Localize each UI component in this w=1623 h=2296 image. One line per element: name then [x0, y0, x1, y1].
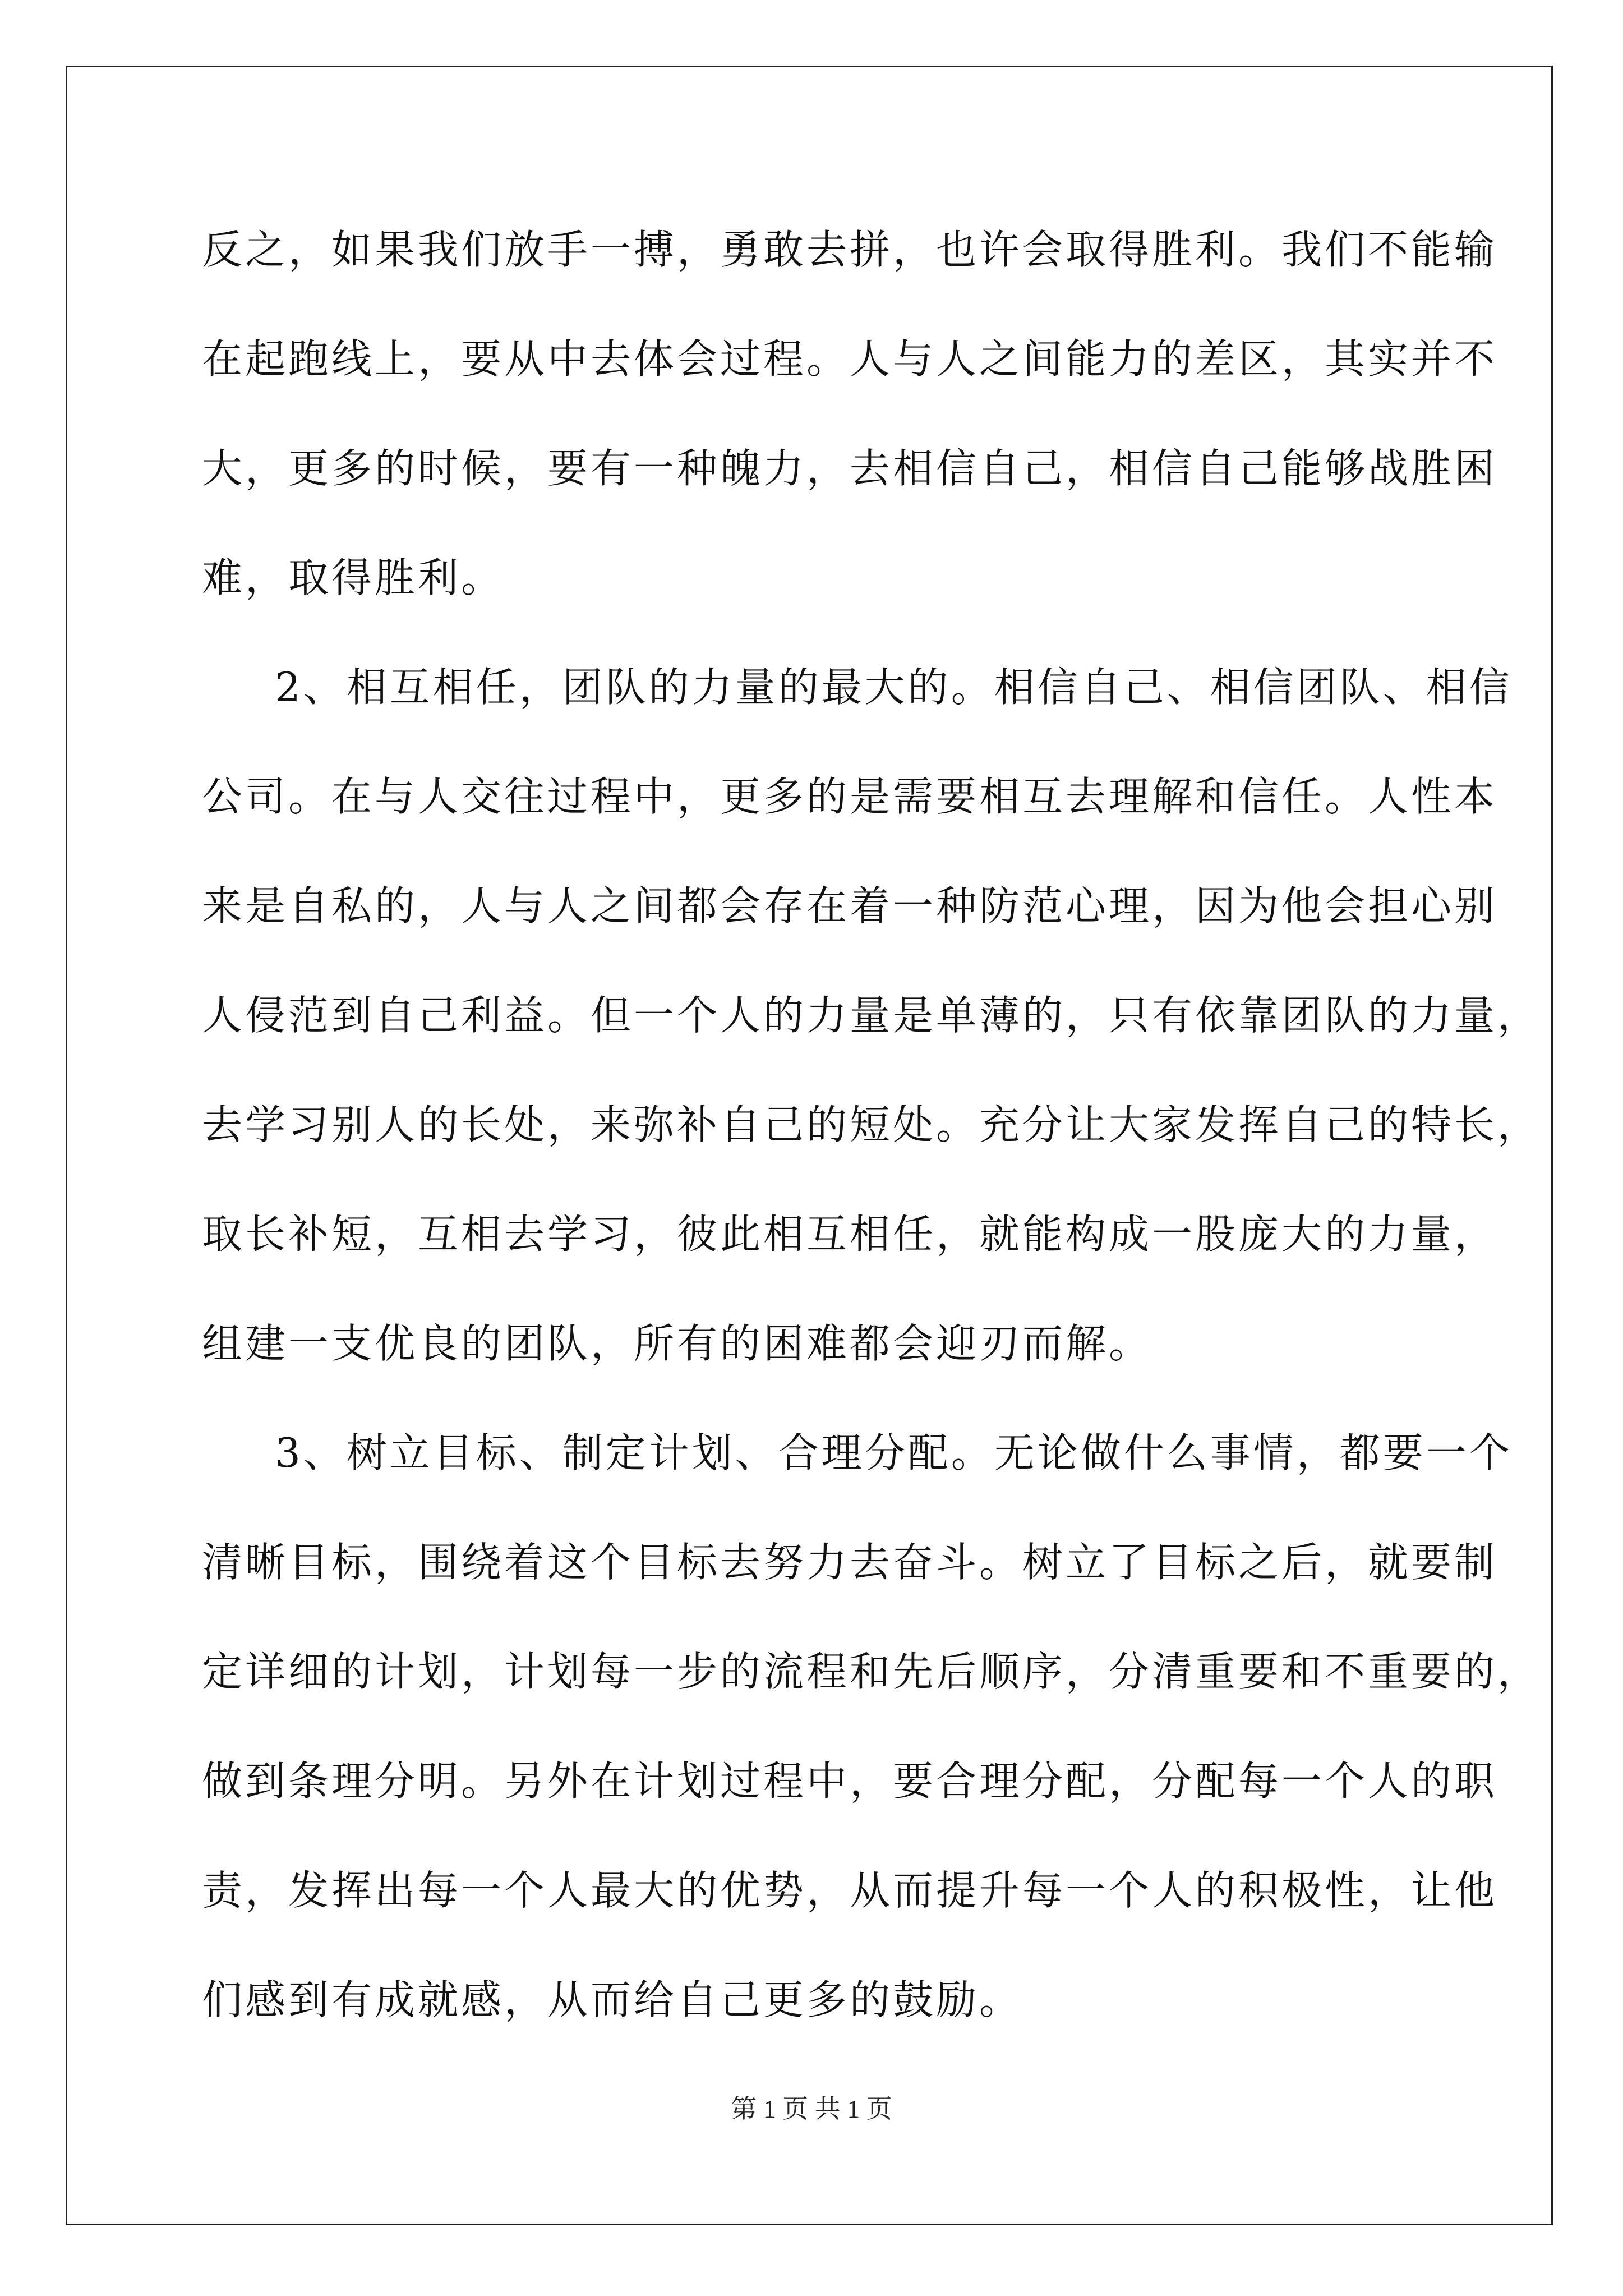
text-line: 取长补短，互相去学习，彼此相互相任，就能构成一股庞大的力量，: [202, 1211, 1498, 1258]
text-line: 们感到有成就感，从而给自己更多的鼓励。: [202, 1976, 1023, 2023]
text-line: 人侵范到自己利益。但一个人的力量是单薄的，只有依靠团队的力量，: [202, 992, 1541, 1039]
text-line: 组建一支优良的团队，所有的困难都会迎刃而解。: [202, 1320, 1152, 1367]
text-line: 定详细的计划，计划每一步的流程和先后顺序，分清重要和不重要的，: [202, 1648, 1541, 1695]
text-line: 去学习别人的长处，来弥补自己的短处。充分让大家发挥自己的特长，: [202, 1101, 1541, 1148]
page-footer: 第 1 页 共 1 页: [731, 2095, 892, 2123]
paragraph-2-first-line: 2、相互相任，团队的力量的最大的。相信自己、相信团队、相信: [275, 664, 1513, 711]
text-line: 大，更多的时候，要有一种魄力，去相信自己，相信自己能够战胜困: [202, 445, 1498, 492]
text-line: 难，取得胜利。: [202, 554, 505, 601]
text-line: 公司。在与人交往过程中，更多的是需要相互去理解和信任。人性本: [202, 773, 1498, 820]
paragraph-3-first-line: 3、树立目标、制定计划、合理分配。无论做什么事情，都要一个: [275, 1429, 1513, 1476]
text-line: 做到条理分明。另外在计划过程中，要合理分配，分配每一个人的职: [202, 1757, 1498, 1805]
text-line: 清晰目标，围绕着这个目标去努力去奋斗。树立了目标之后，就要制: [202, 1539, 1498, 1586]
text-line: 反之，如果我们放手一搏，勇敢去拼，也许会取得胜利。我们不能输: [202, 226, 1498, 273]
text-line: 来是自私的，人与人之间都会存在着一种防范心理，因为他会担心别: [202, 882, 1498, 930]
text-line: 在起跑线上，要从中去体会过程。人与人之间能力的差区，其实并不: [202, 335, 1498, 383]
text-line: 责，发挥出每一个人最大的优势，从而提升每一个人的积极性，让他: [202, 1867, 1498, 1914]
